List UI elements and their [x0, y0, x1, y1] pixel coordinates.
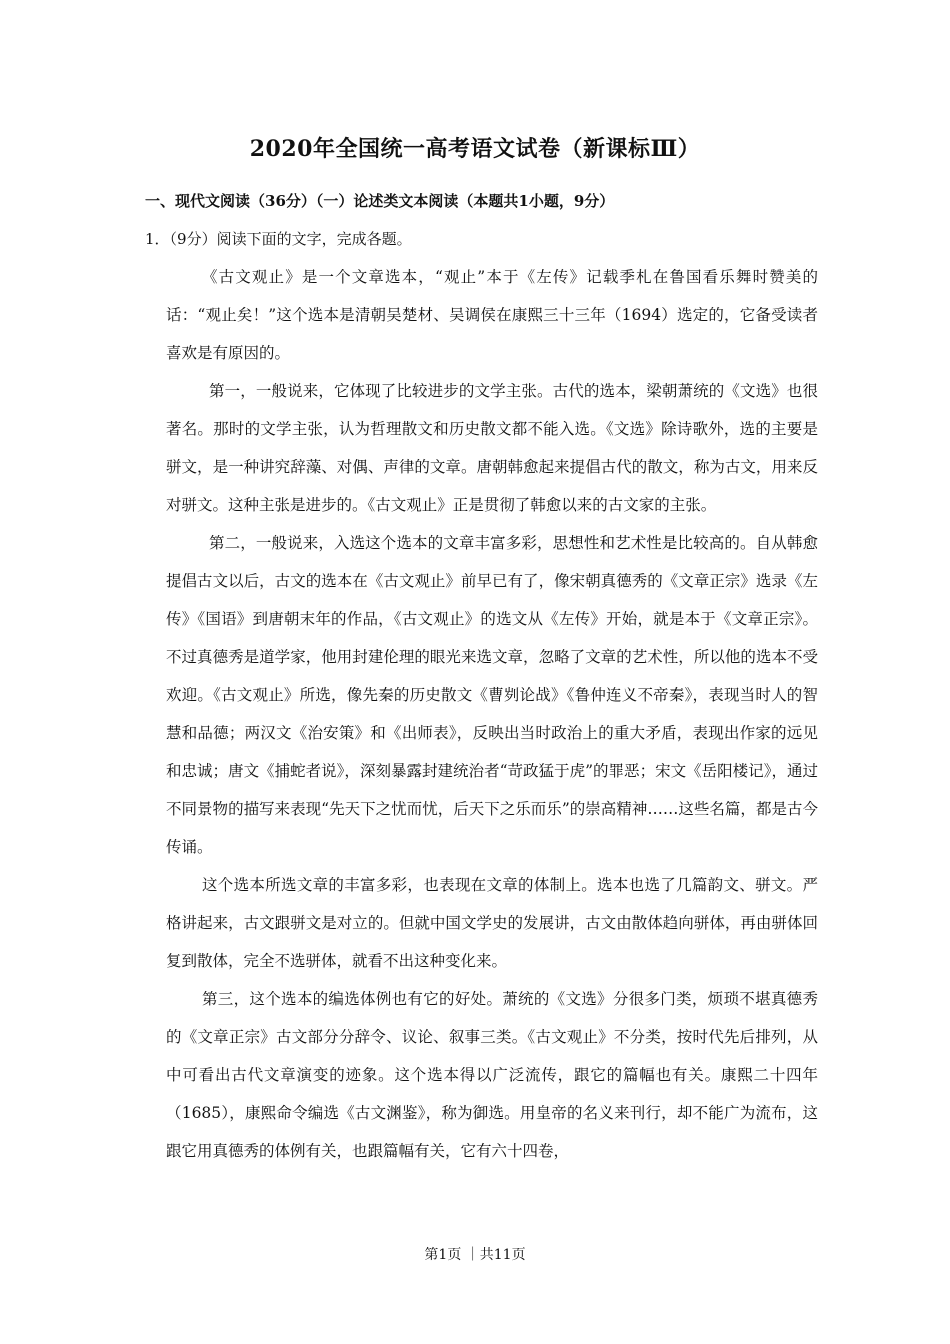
- passage-paragraph: 第一，一般说来，它体现了比较进步的文学主张。古代的选本，梁朝萧统的《文选》也很著名。那时的文学主张，认为哲理散文和历史散文都不能入选。《文选》除诗歌外，选的主要是骈文，是一种讲究辞藻、对偶、声律的文章。唐朝韩愈起来提倡古代的散文，称为古文，用来反对骈文。这种主张是进步的。《古文观止》正是贯彻了韩愈以来的古文家的主张。: [166, 382, 818, 514]
- section-heading: 一、现代文阅读（36分）（一）论述类文本阅读（本题共1小题，9分）: [145, 192, 615, 210]
- page-footer: 第1页 ｜共11页: [424, 1247, 526, 1263]
- passage-paragraph: 第三，这个选本的编选体例也有它的好处。萧统的《文选》分很多门类，烦琐不堪真德秀的《文章正宗》古文部分分辞令、议论、叙事三类。《古文观止》不分类，按时代先后排列，从中可看出古代文章演变的迹象。这个选本得以广泛流传，跟它的篇幅也有关。康熙二十四年（1685），康熙命令编选《古文渊鉴》，称为御选。用皇帝的名义来刊行，却不能广为流布，这跟它用真德秀的体例有关，也跟篇幅有关，它有六十四卷，: [166, 990, 818, 1160]
- passage-paragraph: 这个选本所选文章的丰富多彩，也表现在文章的体制上。选本也选了几篇韵文、骈文。严格讲起来，古文跟骈文是对立的。但就中国文学史的发展讲，古文由散体趋向骈体，再由骈体回复到散体，完全不选骈体，就看不出这种变化来。: [166, 876, 818, 970]
- exam-title: 2020年全国统一高考语文试卷（新课标Ⅲ）: [249, 136, 701, 162]
- reading-passage: [166, 258, 818, 1170]
- passage-paragraph: 《古文观止》是一个文章选本，“观止”本于《左传》记载季札在鲁国看乐舞时赞美的话：“观止矣！”这个选本是清朝吴楚材、吴调侯在康熙三十三年（1694）选定的，它备受读者喜欢是有原因的。: [166, 268, 818, 362]
- passage-paragraph: 第二，一般说来，入选这个选本的文章丰富多彩，思想性和艺术性是比较高的。自从韩愈提倡古文以后，古文的选本在《古文观止》前早已有了，像宋朝真德秀的《文章正宗》选录《左传》《国语》到唐朝末年的作品，《古文观止》的选文从《左传》开始，就是本于《文章正宗》。不过真德秀是道学家，他用封建伦理的眼光来选文章，忽略了文章的艺术性，所以他的选本不受欢迎。《古文观止》所选，像先秦的历史散文《曹刿论战》《鲁仲连义不帝秦》，表现当时人的智慧和品德；两汉文《治安策》和《出师表》，反映出当时政治上的重大矛盾，表现出作家的远见和忠诚；唐文《捕蛇者说》，深刻暴露封建统治者“苛政猛于虎”的罪恶；宋文《岳阳楼记》，通过不同景物的描写来表现“先天下之忧而忧，后天下之乐而乐”的崇高精神……这些名篇，都是古今传诵。: [166, 534, 818, 856]
- question-intro: 1．（9分）阅读下面的文字，完成各题。: [145, 230, 412, 248]
